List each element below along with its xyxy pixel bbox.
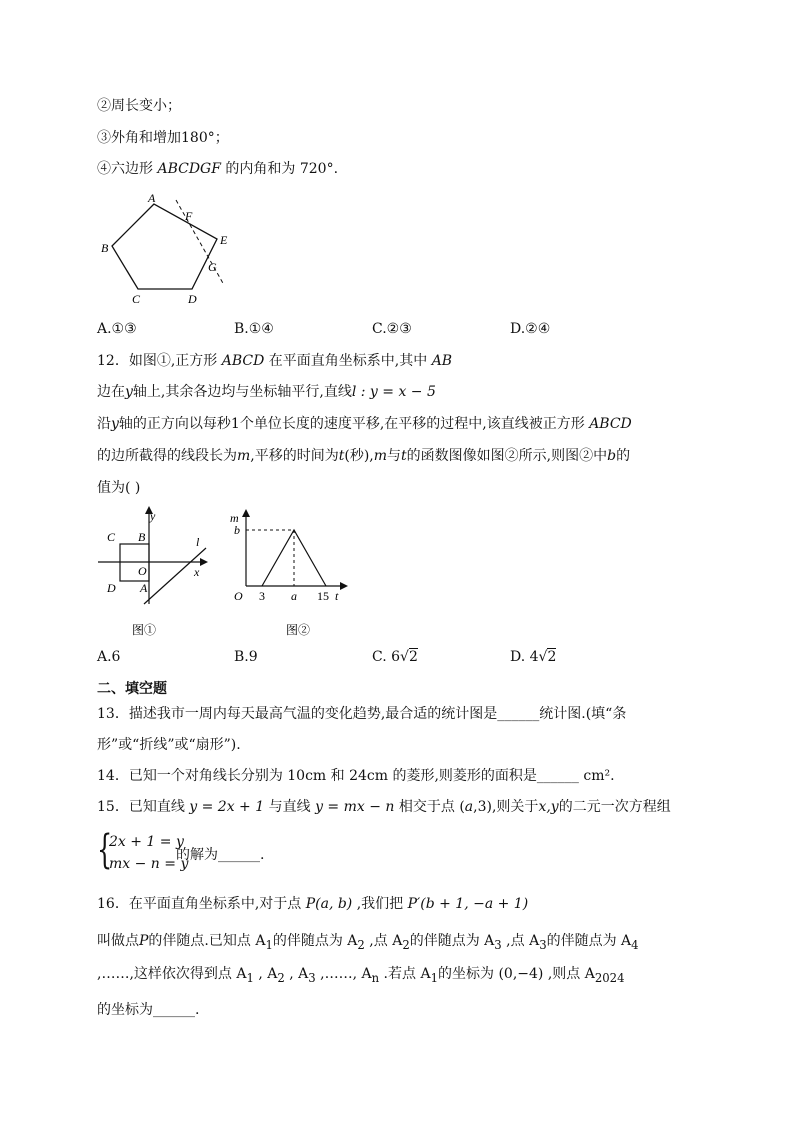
q15-answer-prompt: 的解为______. <box>176 847 265 863</box>
fig1-label-a: A <box>140 581 148 595</box>
q12-option-d[interactable]: D. 4√2 <box>510 649 557 665</box>
label-f: F <box>185 209 193 223</box>
label-c: C <box>132 292 141 306</box>
q14-line: 14．已知一个对角线长分别为 10cm 和 24cm 的菱形,则菱形的面积是______ cm². <box>97 768 615 784</box>
q12-option-a[interactable]: A.6 <box>97 649 121 665</box>
q16-line-1: 16．在平面直角坐标系中,对于点 P(a, b) ,我们把 P′(b + 1, −a + 1) <box>97 896 529 912</box>
q11-option-c[interactable]: C.②③ <box>372 321 412 337</box>
sqrt-sign: √ <box>400 649 409 665</box>
label-b: B <box>101 241 109 255</box>
fig2-caption: 图② <box>286 623 311 637</box>
figure-2 <box>228 504 358 640</box>
sqrt-sign: √ <box>538 649 548 665</box>
fig2-label-t: t <box>335 589 339 603</box>
fig2-label-b: b <box>234 523 240 537</box>
fig1-x-arrow <box>200 558 208 566</box>
system-eq-1: 2x + 1 = y <box>109 834 184 850</box>
q12-line-5: 值为( ) <box>97 480 141 496</box>
q11-option-b[interactable]: B.①④ <box>234 321 274 337</box>
q12-line-1: 12．如图①,正方形 ABCD 在平面直角坐标系中,其中 AB <box>97 353 453 369</box>
q16-line-4: 的坐标为______. <box>97 1002 200 1018</box>
system-eq-2: mx − n = y <box>109 856 189 872</box>
fig2-y-arrow <box>242 509 250 517</box>
fig1-label-x: x <box>194 565 200 579</box>
q16-line-3: ,……,这样依次得到点 $A_1$ , $A_2$ , $A_3$ ,……, $A_n$ .若点 $A_1$的坐标为 (0,−4) ,则点 $A_{2024}$ <box>97 966 625 985</box>
fig1-label-d: D <box>107 581 116 595</box>
label-d: D <box>188 292 197 306</box>
fig1-label-b: B <box>138 530 146 544</box>
fig1-label-c: C <box>107 530 116 544</box>
q12-option-c[interactable]: C. 6√2 <box>372 649 418 665</box>
fig2-label-3: 3 <box>259 589 265 603</box>
fig1-label-o: O <box>138 564 147 578</box>
q16-line-2: 叫做点P的伴随点.已知点 $A_1$的伴随点为 $A_2$ ,点 $A_2$的伴随点为 $A_3$ ,点 $A_3$的伴随点为 $A_4$ <box>97 933 639 952</box>
fig1-label-y: y <box>150 509 156 523</box>
fig1-label-l: l <box>196 535 200 549</box>
figure-1 <box>96 504 216 640</box>
q12-line-4: 的边所截得的线段长为m,平移的时间为t(秒),m与t的函数图像如图②所示,则图②中b的 <box>97 448 631 464</box>
q13-line-1: 13．描述我市一周内每天最高气温的变化趋势,最合适的统计图是______统计图.(填“条 <box>97 706 627 722</box>
system-brace: { <box>97 827 113 873</box>
q12-line-3: 沿y轴的正方向以每秒1个单位长度的速度平移,在平移的过程中,该直线被正方形 ABCD <box>97 416 632 432</box>
q11-item-2: ②周长变小； <box>97 98 181 114</box>
fig1-caption: 图① <box>132 623 157 637</box>
label-e: E <box>220 233 228 247</box>
q13-line-2: 形”或“折线”或“扇形”). <box>97 737 241 753</box>
fig2-x-arrow <box>340 582 348 590</box>
q11-option-d[interactable]: D.②④ <box>510 321 551 337</box>
pentagon-shape <box>112 204 217 289</box>
q11-item-3: ③外角和增加180°； <box>97 130 229 146</box>
fig2-label-15: 15 <box>317 589 329 603</box>
pentagon-figure <box>96 190 256 310</box>
q15-line-1: 15．已知直线 y = 2x + 1 与直线 y = mx − n 相交于点 (a,3),则关于x,y的二元一次方程组 <box>97 799 671 815</box>
label-g: G <box>208 260 217 274</box>
q12-option-b[interactable]: B.9 <box>234 649 258 665</box>
label-a: A <box>148 191 156 205</box>
section-title-fill-in: 二、填空题 <box>97 681 167 697</box>
fig2-label-m: m <box>230 511 239 525</box>
q11-option-a[interactable]: A.①③ <box>97 321 137 337</box>
q12-line-2: 边在y轴上,其余各边均与坐标轴平行,直线l : y = x − 5 <box>97 384 436 400</box>
fig2-label-o: O <box>234 589 243 603</box>
fig2-label-a: a <box>291 589 297 603</box>
q11-item-4: ④六边形 ABCDGF 的内角和为 720°. <box>97 161 339 177</box>
